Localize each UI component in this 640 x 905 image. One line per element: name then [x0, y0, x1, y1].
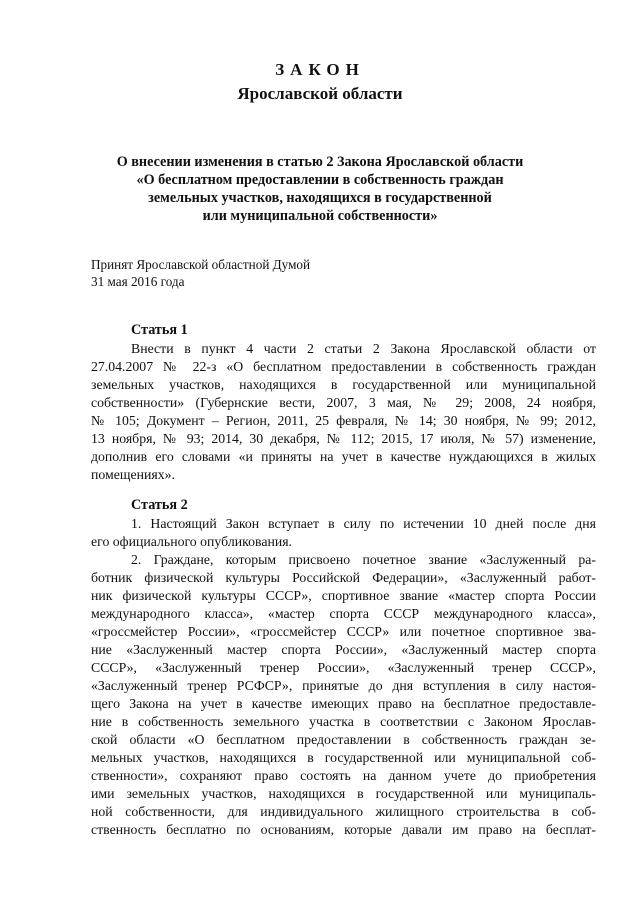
law-heading-line: О внесении изменения в статью 2 Закона Ярославской области [116, 154, 524, 170]
article-2-line: щего Закона на учет в качестве имеющих право на бесплатное предоставле- [91, 696, 596, 711]
article-1-title: Статья 1 [131, 322, 188, 338]
article-1-line: дополнив его словами «и приняты на учет в качестве нуждающихся в жилых [91, 449, 596, 464]
article-2-line: ной собственности, для индивидуального жилищного строительства в соб- [91, 804, 596, 819]
law-heading-line: или муниципальной собственности» [202, 208, 438, 224]
article-2-line: ими земельных участков, находящихся в государственной или муниципаль- [91, 786, 596, 801]
article-1-line: помещениях». [91, 467, 175, 482]
adopted-date: 31 мая 2016 года [91, 274, 185, 289]
article-2-line: ние «Заслуженный мастер спорта России», «Заслуженный мастер спорта [91, 642, 596, 657]
article-1-line: Внести в пункт 4 части 2 статьи 2 Закона Ярославской области от [131, 341, 596, 356]
article-2-line: ственность бесплатно по основаниям, которые давали им право на бесплат- [91, 822, 596, 837]
article-1-line: № 105; Документ – Регион, 2011, 25 февраля, № 14; 30 ноября, № 99; 2012, [91, 413, 596, 428]
article-2-line: 1. Настоящий Закон вступает в силу по истечении 10 дней после дня [131, 516, 596, 531]
article-2-line: мельных участков, находящихся в государственной или муниципальной соб- [91, 750, 596, 765]
article-2-line: «Заслуженный тренер РСФСР», принятые до дня вступления в силу настоя- [91, 678, 596, 693]
article-2-line: ственности», сохраняют право состоять на данном учете до приобретения [91, 768, 596, 783]
article-2-line: СССР», «Заслуженный тренер России», «Заслуженный тренер СССР», [91, 660, 596, 675]
article-2-line: «гроссмейстер России», «гроссмейстер СССР» или почетное спортивное зва- [91, 624, 596, 639]
article-1-line: 27.04.2007 № 22-з «О бесплатном предоставлении в собственность граждан [91, 359, 596, 374]
article-1-line: земельных участков, находящихся в государственной или муниципальной [91, 377, 596, 392]
article-2-line: ние в собственность земельного участка в соответствии с Законом Ярослав- [91, 714, 596, 729]
adopted-by: Принят Ярославской областной Думой [91, 257, 311, 272]
article-2-line: международного класса», «мастер спорта СССР международного класса», [91, 606, 596, 621]
article-2-line: 2. Граждане, которым присвоено почетное звание «Заслуженный ра- [131, 552, 596, 567]
law-region: Ярославской области [237, 84, 403, 103]
article-2-line: ботник физической культуры Российской Федерации», «Заслуженный работ- [91, 570, 596, 585]
article-1-line: собственности» (Губернские вести, 2007, 3 мая, № 29; 2008, 24 ноября, [91, 395, 596, 410]
law-heading-line: «О бесплатном предоставлении в собственность граждан [136, 172, 504, 188]
law-heading-line: земельных участков, находящихся в государственной [148, 190, 492, 206]
article-2-line: ник физической культуры СССР», спортивное звание «мастер спорта России [91, 588, 596, 603]
article-2-line: его официального опубликования. [91, 534, 293, 549]
article-2-line: ской области «О бесплатном предоставлении в собственность граждан зе- [91, 732, 596, 747]
article-2-title: Статья 2 [131, 497, 188, 513]
law-title: ЗАКОН [275, 60, 365, 79]
article-1-line: 13 ноября, № 93; 2014, 30 декабря, № 112; 2015, 17 июля, № 57) изменение, [91, 431, 596, 446]
